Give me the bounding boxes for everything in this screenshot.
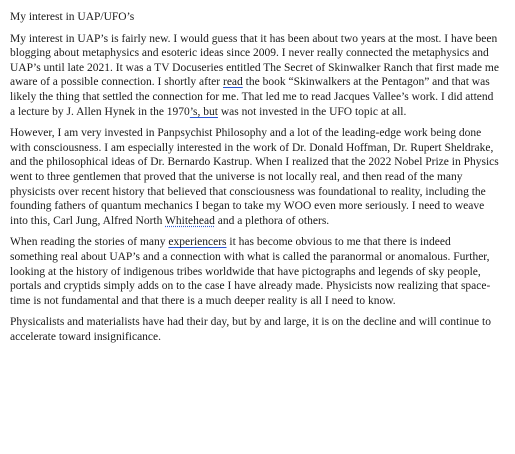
spellcheck-flag-decade[interactable]: ’s, but xyxy=(189,105,218,118)
paragraph-1-text-a: My interest in UAP’s is fairly new. I would guess that it has been about two years at the most. I have been blogging about metaphysics and esoteric ideas since 2009. I never really connected the metaphysics and UAP’s until late 2021. It was a TV Docuseries entitled The Secret of Skinwalker Ranch that first made me aware of a possible connection. I shortly after xyxy=(10,32,499,89)
paragraph-1-text-c: was not invested in the UFO topic at all. xyxy=(217,105,407,118)
paragraph-2-text-a: However, I am very invested in Panpsychist Philosophy and a lot of the leading-edge work being done with consciousness. I am especially interested in the work of Dr. Donald Hoffman, Dr. Rupert Sheldrake, and the philosophical ideas of Dr. Bernardo Kastrup. When I realized that the 2022 Nobel Prize in Physics went to three gentlemen that proved that the universe is not locally real, and then read of the many physicists over recent history that believed that consciousness was foundational to reality, including the founding fathers of quantum mechanics I began to take my WOO even more seriously. I need to weave into this, Carl Jung, Alfred North xyxy=(10,127,499,227)
paragraph-4: Physicalists and materialists have had their day, but by and large, it is on the decline and will continue to accelerate toward insignificance. xyxy=(10,316,491,343)
spellcheck-flag-whitehead[interactable]: Whitehead xyxy=(165,214,215,227)
paragraph-2 xyxy=(10,126,501,228)
paragraph-1 xyxy=(10,32,501,120)
paragraph-3 xyxy=(10,235,501,308)
paragraph-3-text-b: it has become obvious to me that there is indeed something real about UAP’s and a connection with what is called the paranormal or anomalous. Further, looking at the history of indigenous tribes worldwide that have pictographs and legends of sky people, portals and cryptids simply adds on to the case I have already made. Physicists now realizing that space-time is not fundamental and that there is a much deeper reality is all I need to know. xyxy=(10,236,491,307)
document-body xyxy=(10,10,501,351)
paragraph-3-text-a: When reading the stories of many xyxy=(10,236,169,249)
paragraph-1-text-b: the book “Skinwalkers at the Pentagon” and that was likely the thing that settled the connection for me. That led me to read Jacques Vallee’s work. I did attend a lecture by J. Allen Hynek in the 1970 xyxy=(10,76,494,118)
paragraph-2-text-b: and a plethora of others. xyxy=(214,214,330,227)
spellcheck-flag-experiencers[interactable]: experiencers xyxy=(168,236,227,249)
document-title: My interest in UAP/UFO’s xyxy=(10,11,135,23)
spellcheck-flag-read[interactable]: read xyxy=(223,76,243,89)
